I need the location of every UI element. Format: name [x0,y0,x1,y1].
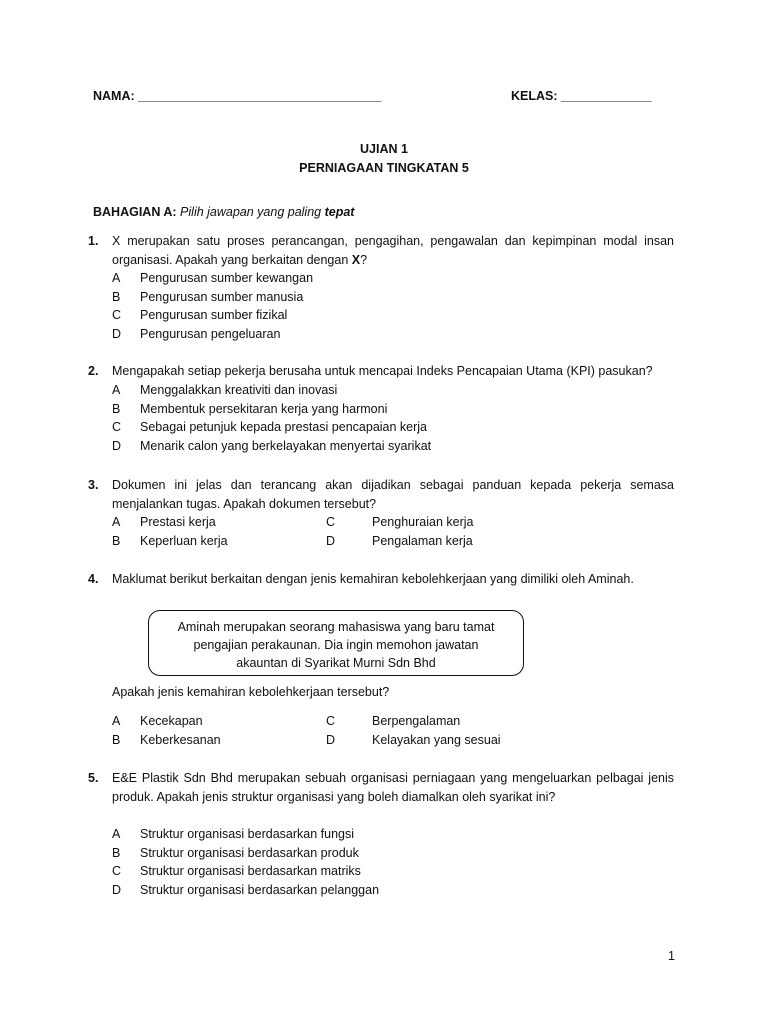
info-box-line: Aminah merupakan seorang mahasiswa yang baru tamat [177,620,495,634]
option-b-text: Struktur organisasi berdasarkan produk [140,846,359,860]
kelas-field [511,89,651,103]
option-d-letter: D [326,534,336,548]
question-line: menjalankan tugas. Apakah dokumen tersebut? [112,497,377,511]
question-number: 3. [88,478,99,492]
kelas-blank: _____________ [561,89,652,103]
question-text [112,232,674,270]
question-text [112,769,674,807]
section-heading [93,205,354,219]
question-text [112,362,674,381]
option-b-letter: B [112,534,121,548]
nama-label: NAMA: [93,89,135,103]
option-a-letter: A [112,383,121,397]
option-a-text: Pengurusan sumber kewangan [140,271,314,285]
option-d-letter: D [326,733,336,747]
option-a-text: Menggalakkan kreativiti dan inovasi [140,383,338,397]
option-c-text: Sebagai petunjuk kepada prestasi pencapaian kerja [140,420,428,434]
option-a-letter: A [112,714,121,728]
option-b-letter: B [112,402,121,416]
question-number: 4. [88,572,99,586]
option-c-letter: C [112,420,122,434]
option-c-letter: C [326,515,336,529]
question-number: 2. [88,364,99,378]
option-a-text: Kecekapan [140,714,203,728]
question-line: Dokumen ini jelas dan terancang akan dijadikan sebagai panduan kepada pekerja semasa [112,478,674,492]
section-label: BAHAGIAN A: [93,205,177,219]
question-line: Maklumat berikut berkaitan dengan jenis kemahiran kebolehkerjaan yang dimiliki oleh Aminah. [112,572,634,586]
option-c-text: Penghuraian kerja [372,515,474,529]
question-line: produk. Apakah jenis struktur organisasi yang boleh diamalkan oleh syarikat ini? [112,790,556,804]
option-a-letter: A [112,271,121,285]
page-number: 1 [668,949,675,963]
option-d-text: Struktur organisasi berdasarkan pelanggan [140,883,380,897]
question-line: E&E Plastik Sdn Bhd merupakan sebuah organisasi perniagaan yang mengeluarkan pelbagai jenis [112,771,674,785]
option-a-text: Prestasi kerja [140,515,216,529]
option-a-letter: A [112,827,121,841]
option-b-letter: B [112,290,121,304]
option-a-letter: A [112,515,121,529]
option-d-letter: D [112,883,122,897]
nama-field [93,89,381,103]
question-text [112,476,674,514]
info-box [148,610,524,676]
option-b-letter: B [112,846,121,860]
option-c-letter: C [112,308,122,322]
question-line: X merupakan satu proses perancangan, pengagihan, pengawalan dan kepimpinan modal insan [112,234,674,248]
option-c-text: Pengurusan sumber fizikal [140,308,288,322]
option-c-letter: C [112,864,122,878]
info-box-line: akauntan di Syarikat Murni Sdn Bhd [236,656,436,670]
option-d-text: Pengurusan pengeluaran [140,327,281,341]
option-b-text: Pengurusan sumber manusia [140,290,304,304]
question-number: 1. [88,234,99,248]
question-prompt: Apakah jenis kemahiran kebolehkerjaan tersebut? [112,685,390,699]
option-c-letter: C [326,714,336,728]
question-line: organisasi. Apakah yang berkaitan dengan X? [112,253,368,267]
title-line-2: PERNIAGAAN TINGKATAN 5 [299,161,469,175]
option-c-text: Struktur organisasi berdasarkan matriks [140,864,361,878]
title-line-1: UJIAN 1 [360,142,408,156]
option-d-letter: D [112,439,122,453]
option-d-text: Menarik calon yang berkelayakan menyertai syarikat [140,439,432,453]
option-b-text: Membentuk persekitaran kerja yang harmoni [140,402,388,416]
option-b-text: Keberkesanan [140,733,221,747]
option-c-text: Berpengalaman [372,714,461,728]
option-b-letter: B [112,733,121,747]
section-instruction: Pilih jawapan yang paling [180,205,322,219]
question-number: 5. [88,771,99,785]
option-b-text: Keperluan kerja [140,534,228,548]
option-a-text: Struktur organisasi berdasarkan fungsi [140,827,355,841]
option-d-text: Kelayakan yang sesuai [372,733,501,747]
info-box-line: pengajian perakaunan. Dia ingin memohon jawatan [193,638,479,652]
option-d-text: Pengalaman kerja [372,534,473,548]
nama-blank: ___________________________________ [138,89,382,103]
kelas-label: KELAS: [511,89,558,103]
option-d-letter: D [112,327,122,341]
question-text [112,570,674,589]
question-line: Mengapakah setiap pekerja berusaha untuk mencapai Indeks Pencapaian Utama (KPI) pasukan? [112,364,653,378]
section-instruction-emphasis: tepat [324,205,355,219]
